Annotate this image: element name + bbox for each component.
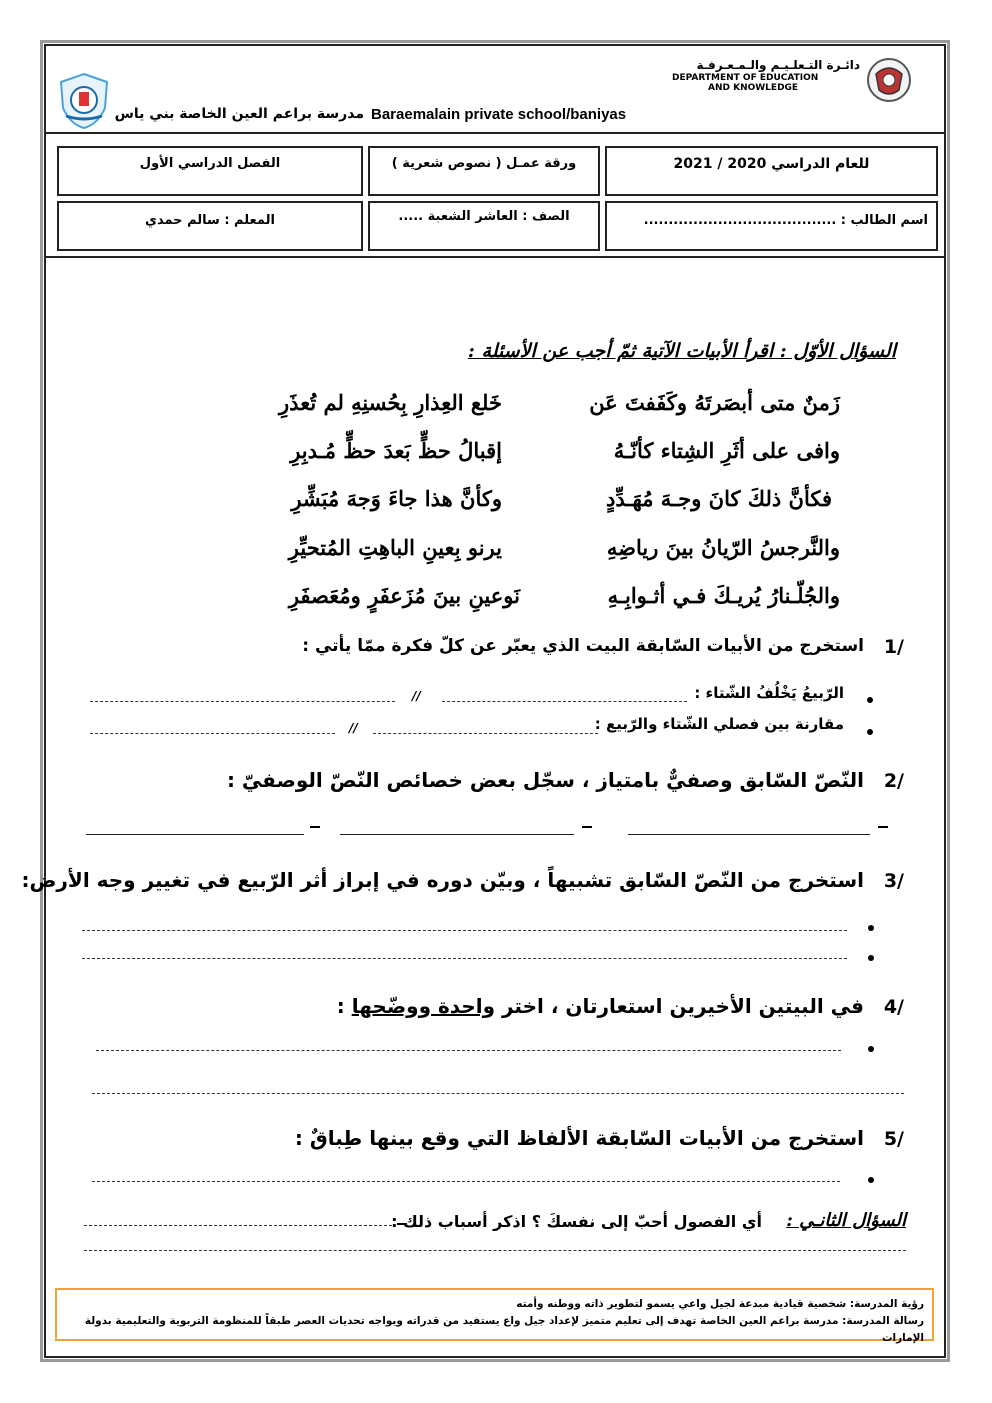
verse-4-right: والنَّرجسُ الرّيانُ بينَ رياضِهِ	[606, 535, 840, 560]
verse-3-left: وكأنَّ هذا جاءَ وَجهَ مُبَشِّرِ	[291, 486, 502, 511]
answer-line[interactable]	[373, 733, 598, 734]
school-vision: رؤية المدرسة: شخصية قيادية مبدعة لجيل واعي يسمو لتطوير ذاته ووطنه وأمته	[516, 1298, 924, 1310]
worksheet-cell	[368, 146, 600, 196]
sub-question-3-number: 3/	[883, 870, 904, 892]
school-vision-mission-box	[55, 1288, 934, 1344]
term-label: الفصل الدراسي الأول	[139, 156, 281, 171]
dept-name-english-2: AND KNOWLEDGE	[708, 83, 799, 93]
verse-5-right: والجُلّـنارُ يُريـكَ فـي أثـوابِـهِ	[607, 583, 840, 608]
dash-mark	[878, 826, 888, 828]
verse-3-right: فكأنَّ ذلكَ كانَ وجـهَ مُهَـدِّدٍ	[606, 486, 832, 511]
sub-question-4-number: 4/	[883, 996, 904, 1018]
dash-mark	[310, 826, 320, 828]
question-1-title: السؤال الأوّل : اقرأ الأبيات الآتية ثمّ أجب عن الأسئلة :	[467, 340, 896, 362]
separator: //	[412, 689, 421, 703]
info-divider	[46, 256, 944, 258]
dept-name-arabic: دائـرة التـعلـيـم والـمـعـرفـة	[696, 58, 860, 72]
school-name-english: Baraemalain private school/baniyas	[371, 106, 627, 123]
term-cell	[57, 146, 363, 196]
school-logo	[58, 72, 110, 134]
school-mission: رسالة المدرسة: مدرسة براعم العين الخاصة تهدف إلى تعليم متميز لإعداد جيل واع يستفيد من قدراته ويواجه تحديات العصر طبقاً للمنظومة التربوية والتعليمية بدولة الإمارات	[84, 1315, 924, 1344]
student-cell[interactable]	[605, 201, 938, 251]
question-2-text: أي الفصول أحبّ إلى نفسكَ ؟ اذكر أسباب ذلك :	[391, 1212, 762, 1231]
answer-line[interactable]	[628, 834, 870, 835]
sub4-text-underlined: واحدة ووضّحها	[351, 994, 496, 1018]
bullet	[868, 925, 874, 931]
adek-emblem	[866, 56, 912, 108]
sub-question-4-text	[337, 994, 864, 1018]
verse-1-left: خَلع العِذارِ بِحُسنِهِ لم تُعذَرِ	[279, 390, 502, 415]
grade-cell	[368, 201, 600, 251]
bullet	[868, 1177, 874, 1183]
bullet	[867, 729, 873, 735]
dash-mark	[582, 826, 592, 828]
sub-question-1-text: استخرج من الأبيات السّابقة البيت الذي يعبّر عن كلّ فكرة ممّا يأتي :	[302, 636, 864, 656]
header-divider	[46, 132, 944, 134]
dash-mark	[397, 1223, 407, 1225]
answer-line[interactable]	[90, 701, 395, 702]
answer-line[interactable]	[90, 733, 335, 734]
academic-year: للعام الدراسي 2020 / 2021	[673, 156, 870, 172]
teacher-label: المعلم : سالم حمدي	[145, 213, 275, 228]
bullet	[867, 697, 873, 703]
answer-line[interactable]	[92, 1093, 904, 1094]
question-2-title: السؤال الثانـي :	[786, 1210, 906, 1231]
answer-line[interactable]	[340, 834, 574, 835]
answer-line[interactable]	[82, 958, 847, 959]
answer-line[interactable]	[442, 701, 687, 702]
bullet	[868, 1046, 874, 1052]
sub-question-5-number: 5/	[883, 1128, 904, 1150]
sub1-item-2: مقارنة بين فصلي الشّتاء والرّبيع :	[594, 715, 844, 733]
worksheet-title: ورقة عمـل ( نصوص شعرية )	[391, 156, 577, 171]
sub-question-1-number: 1/	[883, 636, 904, 658]
sub4-text-part-c: :	[336, 994, 352, 1018]
verse-4-left: يرنو بِعينِ الباهِتِ المُتحيِّرِ	[288, 535, 502, 560]
sub-question-2-number: 2/	[883, 770, 904, 792]
answer-line[interactable]	[84, 1250, 906, 1251]
student-name-field[interactable]: اسم الطالب : .......................................	[643, 213, 928, 228]
grade-label: الصف : العاشر الشعبة .....	[398, 209, 570, 224]
verse-5-left: نَوعينِ بينَ مُزَعفَرٍ ومُعَصفَرِ	[288, 583, 520, 608]
bullet	[868, 955, 874, 961]
separator: //	[349, 721, 358, 735]
answer-line[interactable]	[92, 1181, 840, 1182]
dept-name-english-1: DEPARTMENT OF EDUCATION	[672, 73, 819, 83]
teacher-cell	[57, 201, 363, 251]
year-cell	[605, 146, 938, 196]
verse-2-left: إقبالُ حظٍّ بَعدَ حظٍّ مُـدبِرِ	[290, 438, 502, 463]
verse-2-right: وافى على أثَرِ الشِتاء كأنّـهُ	[613, 438, 840, 463]
answer-line[interactable]	[86, 834, 304, 835]
answer-line[interactable]	[82, 930, 847, 931]
sub-question-5-text: استخرج من الأبيات السّابقة الألفاظ التي وقع بينها طِباقٌ :	[294, 1126, 864, 1150]
school-name-arabic: مدرسة براعم العين الخاصة بني ياس	[114, 106, 364, 122]
verse-1-right: زَمنٌ متى أبصَرتَهُ وكَفَفتَ عَن	[589, 390, 840, 415]
sub1-item-1: الرّبيعُ يَخْلُفُ الشّتاء :	[694, 684, 844, 702]
answer-line[interactable]	[84, 1225, 392, 1226]
sub-question-2-text: النّصّ السّابق وصفيٌّ بامتياز ، سجّل بعض خصائص النّصّ الوصفيّ :	[226, 768, 864, 792]
sub4-text-part-a: في البيتين الأخيرين استعارتان ، اختر	[495, 994, 864, 1018]
sub-question-3-text: استخرج من النّصّ السّابق تشبيهاً ، وبيّن دوره في إبراز أثر الرّبيع في تغيير وجه الأرض:	[21, 868, 864, 892]
answer-line[interactable]	[96, 1050, 841, 1051]
